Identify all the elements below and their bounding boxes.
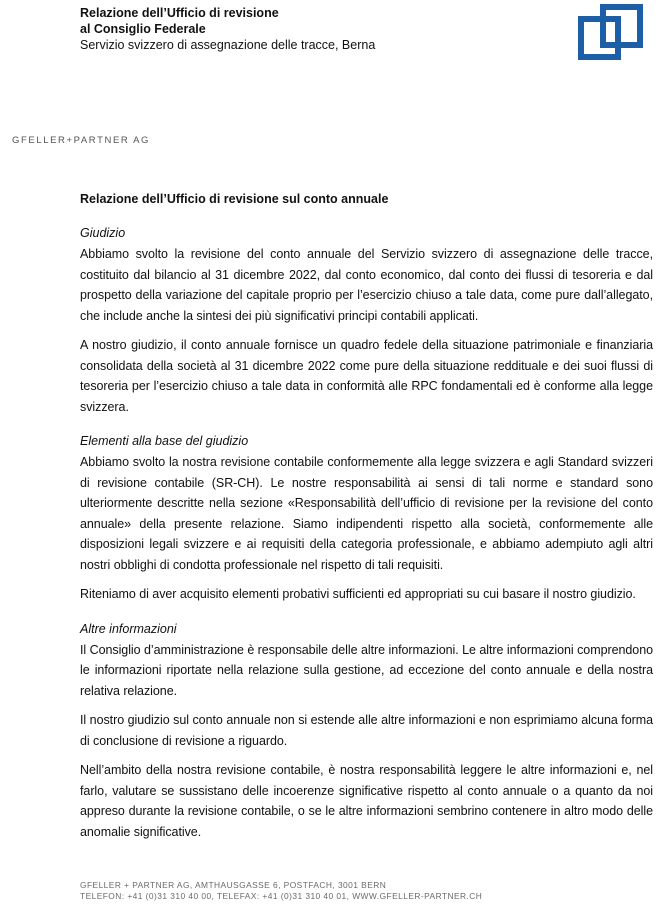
paragraph: A nostro giudizio, il conto annuale fornisce un quadro fedele della situazione patrimoniale e finanziaria consolidata della società al 31 dicembre 2022 come pure della situazione reddituale e dei suoi flussi di tesoreria per l’esercizio chiuso a tale data in conformità alle RPC fondamentali ed è conforme alla legge svizzera. (80, 338, 653, 414)
page-footer (80, 880, 482, 902)
paragraph: Nell’ambito della nostra revisione contabile, è nostra responsabilità leggere le altre informazioni e, nel farlo, valutare se sussistano delle incoerenze significative rispetto al conto annuale o a quanto da noi appreso durante la revisione contabile, o se le altre informazioni sembrino contenere in altro modo delle anomalie significative. (80, 763, 653, 839)
paragraph: Abbiamo svolto la revisione del conto annuale del Servizio svizzero di assegnazione delle tracce, costituito dal bilancio al 31 dicembre 2022, dal conto economico, dal conto dei flussi di tesoreria e dal prospetto della variazione del capitale proprio per l’esercizio chiuso a tale data, come pure dall’allegato, che include anche la sintesi dei più significativi principi contabili applicati. (80, 247, 653, 323)
section-altre-informazioni (80, 621, 653, 843)
footer-contact: TELEFON: +41 (0)31 310 40 00, TELEFAX: +41 (0)31 310 40 01, WWW.GFELLER-PARTNER.CH (80, 891, 483, 901)
paragraph: Il Consiglio d’amministrazione è responsabile delle altre informazioni. Le altre informazioni comprendono le informazioni riportate nella relazione sulla gestione, ad eccezione del conto annuale e della nostra relativa relazione. (80, 642, 653, 698)
section-heading: Elementi alla base del giudizio (80, 434, 249, 448)
paragraph: Abbiamo svolto la nostra revisione contabile conformemente alla legge svizzera e agli Standard svizzeri di revisione contabile (SR-CH). Le nostre responsabilità ai sensi di tali norme e standard sono ulteriormente descritte nella sezione «Responsabilità dell’ufficio di revisione per la revisione del conto annuale» della presente relazione. Siamo indipendenti rispetto alla società, conformemente alle disposizioni legali svizzere e ai requisiti della categoria professionale, e abbiamo adempiuto agli altri nostri obblighi di condotta professionale nel rispetto di tali requisiti. (80, 455, 653, 572)
footer-address: GFELLER + PARTNER AG, AMTHAUSGASSE 6, POSTFACH, 3001 BERN (80, 880, 387, 890)
section-elementi-alla-base (80, 433, 653, 605)
section-heading: Altre informazioni (80, 621, 177, 636)
report-title-line-1: Relazione dell’Ufficio di revisione (80, 6, 279, 20)
company-logo-icon (578, 4, 644, 60)
report-body (80, 191, 653, 858)
report-title-line-2: al Consiglio Federale (80, 22, 206, 36)
paragraph: Il nostro giudizio sul conto annuale non si estende alle altre informazioni e non esprimiamo alcuna forma di conclusione di revisione a riguardo. (80, 713, 653, 748)
section-giudizio (80, 225, 653, 417)
firm-label: GFELLER+PARTNER AG (12, 135, 150, 146)
report-subtitle: Servizio svizzero di assegnazione delle tracce, Berna (80, 38, 376, 52)
main-title: Relazione dell’Ufficio di revisione sul conto annuale (80, 192, 389, 206)
paragraph: Riteniamo di aver acquisito elementi probativi sufficienti ed appropriati su cui basare il nostro giudizio. (80, 587, 636, 601)
section-heading: Giudizio (80, 226, 126, 240)
report-header (80, 5, 550, 53)
